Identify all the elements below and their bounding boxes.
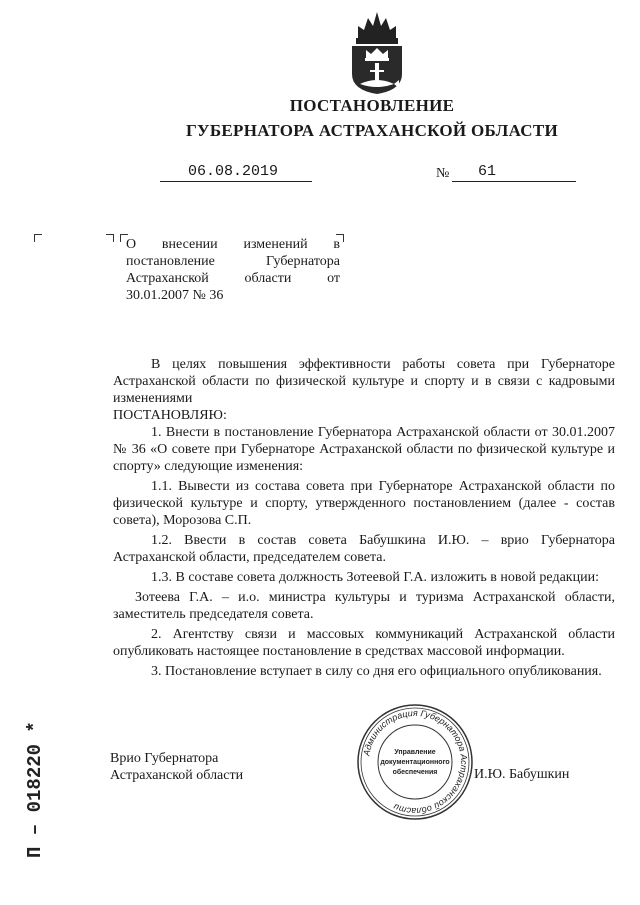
number-label: № [436,166,450,181]
document-subject: О внесении изменений в постановление Губернатора Астраханской области от 30.01.2007 № 36 [126,237,340,303]
body-paragraph: 1.1. Вывести из состава совета при Губернаторе Астраханской области по физической культуре и спорту, утвержденного постановлением (далее - состав совета), Морозова С.П. [113,479,615,528]
signatory-name: И.Ю. Бабушкин [474,767,570,782]
document-body [113,356,615,680]
serial-number-text: П – 018220 * [24,721,46,858]
document-title: ПОСТАНОВЛЕНИЕ [289,96,455,115]
signatory-position-line: Врио Губернатора [110,751,219,766]
date-underline [160,180,312,182]
serial-number [18,690,48,860]
seal-inner-line: обеспечения [392,769,438,776]
body-paragraph: 1.2. Ввести в состав совета Бабушкина И.Ю. – врио Губернатора Астраханской области, председателем совета. [113,533,615,565]
body-paragraph: В целях повышения эффективности работы совета при Губернаторе Астраханской области по физической культуре и спорту и в связи с кадровыми изменениями [113,357,615,406]
body-paragraph: Зотеева Г.А. – и.о. министра культуры и туризма Астраханской области, заместитель председателя совета. [113,590,615,622]
document-issuer: ГУБЕРНАТОРА АСТРАХАНСКОЙ ОБЛАСТИ [185,121,559,140]
signatory-position [110,750,243,784]
body-paragraph: 3. Постановление вступает в силу со дня его официального опубликования. [151,664,602,679]
coat-of-arms-icon [344,8,410,96]
corner-mark [34,234,42,242]
corner-mark [106,234,114,242]
body-paragraph: 1.3. В составе совета должность Зотеевой Г.А. изложить в новой редакции: [151,570,599,585]
number-underline [452,180,576,182]
resolution-word: ПОСТАНОВЛЯЮ: [113,408,227,423]
body-paragraph: 1. Внести в постановление Губернатора Астраханской области от 30.01.2007 № 36 «О совете при Губернаторе Астраханской области по физической культуре и спорту» следующие изменения: [113,425,615,474]
seal-outer-text: Администрация Губернатора Астраханской области [361,707,470,817]
body-paragraph: 2. Агентству связи и массовых коммуникаций Астраханской области опубликовать настоящее постановление в средствах массовой информации. [113,627,615,659]
document-date: 06.08.2019 [188,163,279,180]
seal-inner-line: Управление [394,749,436,756]
signatory-position-line: Астраханской области [110,768,244,783]
seal-inner-line: документационного [380,759,450,766]
document-number: 61 [478,163,497,180]
official-seal-icon [355,702,475,822]
